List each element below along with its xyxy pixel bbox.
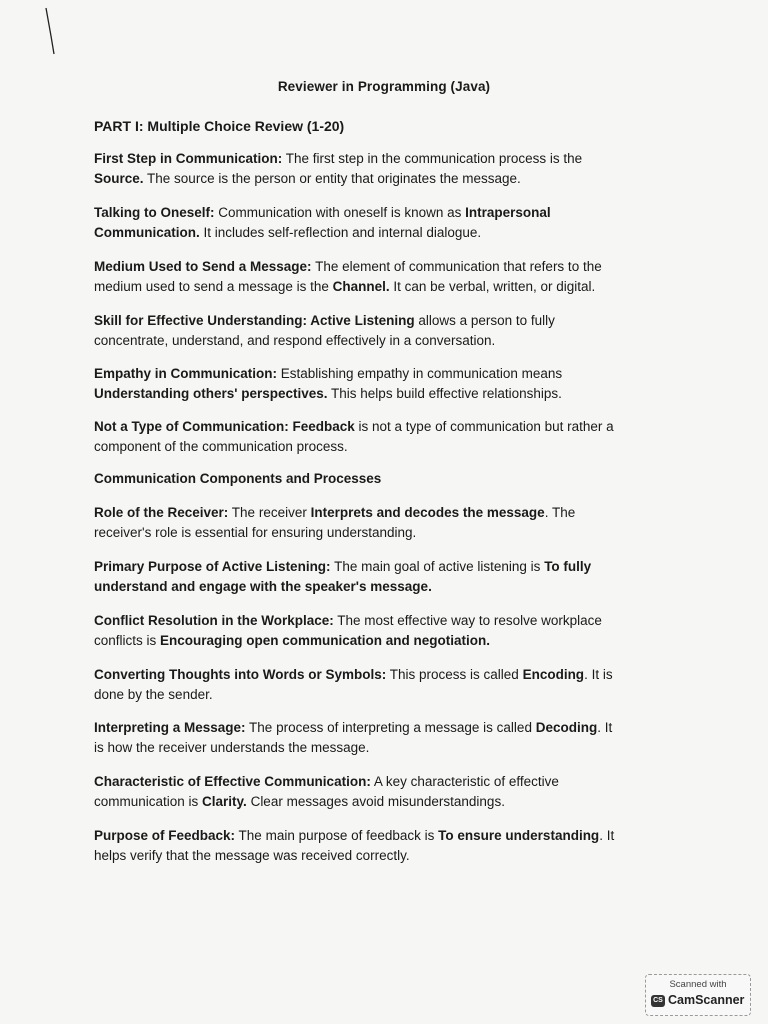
- entry-heading: Characteristic of Effective Communication:: [94, 774, 371, 789]
- entry-clarity: Characteristic of Effective Communication: A key characteristic of effective communication is Clarity. Clear messages avoid misunderstandings.: [94, 774, 559, 809]
- entry-heading: Converting Thoughts into Words or Symbols:: [94, 667, 387, 682]
- entry-active-listening-purpose: Primary Purpose of Active Listening: The main goal of active listening is To fully understand and engage with the speaker's message.: [94, 559, 592, 594]
- entry-heading: Skill for Effective Understanding:: [94, 313, 308, 328]
- entry-heading: Conflict Resolution in the Workplace:: [94, 613, 334, 628]
- entry-heading: Talking to Oneself:: [94, 205, 215, 220]
- entry-first-step: First Step in Communication: The first step in the communication process is the Source. The source is the person or entity that originates the message.: [94, 151, 583, 186]
- entry-effective-understanding: Skill for Effective Understanding: Active Listening allows a person to fully concentrate, understand, and respond effectively in a conversation.: [94, 313, 555, 348]
- entry-heading: Primary Purpose of Active Listening:: [94, 559, 331, 574]
- entry-heading: Interpreting a Message:: [94, 720, 246, 735]
- section-heading: Communication Components and Processes: [94, 471, 382, 486]
- entry-heading: Medium Used to Send a Message:: [94, 259, 312, 274]
- part-heading: PART I: Multiple Choice Review (1-20): [94, 118, 345, 134]
- entry-heading: Role of the Receiver:: [94, 505, 229, 520]
- entry-heading: Not a Type of Communication:: [94, 419, 289, 434]
- entry-role-of-receiver: Role of the Receiver: The receiver Interprets and decodes the message. The receiver's role is essential for ensuring understanding.: [94, 505, 576, 540]
- entry-not-a-type: Not a Type of Communication: Feedback is not a type of communication but rather a component of the communication process.: [94, 419, 614, 454]
- entry-conflict-resolution: Conflict Resolution in the Workplace: The most effective way to resolve workplace conflicts is Encouraging open communication and negotiation.: [94, 613, 602, 648]
- entry-heading: Purpose of Feedback:: [94, 828, 236, 843]
- entry-decoding: Interpreting a Message: The process of interpreting a message is called Decoding. It is how the receiver understands the message.: [94, 720, 613, 755]
- entry-heading: First Step in Communication:: [94, 151, 283, 166]
- badge-scanned-with: Scanned with: [669, 979, 727, 990]
- entry-feedback-purpose: Purpose of Feedback: The main purpose of feedback is To ensure understanding. It helps verify that the message was received correctly.: [94, 828, 615, 863]
- document-title: Reviewer in Programming (Java): [277, 79, 491, 94]
- badge-brand-name: CamScanner: [668, 993, 745, 1007]
- entry-empathy: Empathy in Communication: Establishing empathy in communication means Understanding others' perspectives. This helps build effective relationships.: [94, 366, 563, 401]
- entry-medium: Medium Used to Send a Message: The element of communication that refers to the medium used to send a message is the Channel. It can be verbal, written, or digital.: [94, 259, 602, 294]
- pen-stroke-mark: [38, 6, 62, 58]
- entry-talking-to-oneself: Talking to Oneself: Communication with oneself is known as Intrapersonal Communication. It includes self-reflection and internal dialogue.: [94, 205, 551, 240]
- entry-heading: Empathy in Communication:: [94, 366, 278, 381]
- camscanner-logo-icon: CS: [651, 995, 665, 1007]
- camscanner-badge: [645, 974, 751, 1016]
- entry-encoding: Converting Thoughts into Words or Symbols: This process is called Encoding. It is done by the sender.: [94, 667, 613, 702]
